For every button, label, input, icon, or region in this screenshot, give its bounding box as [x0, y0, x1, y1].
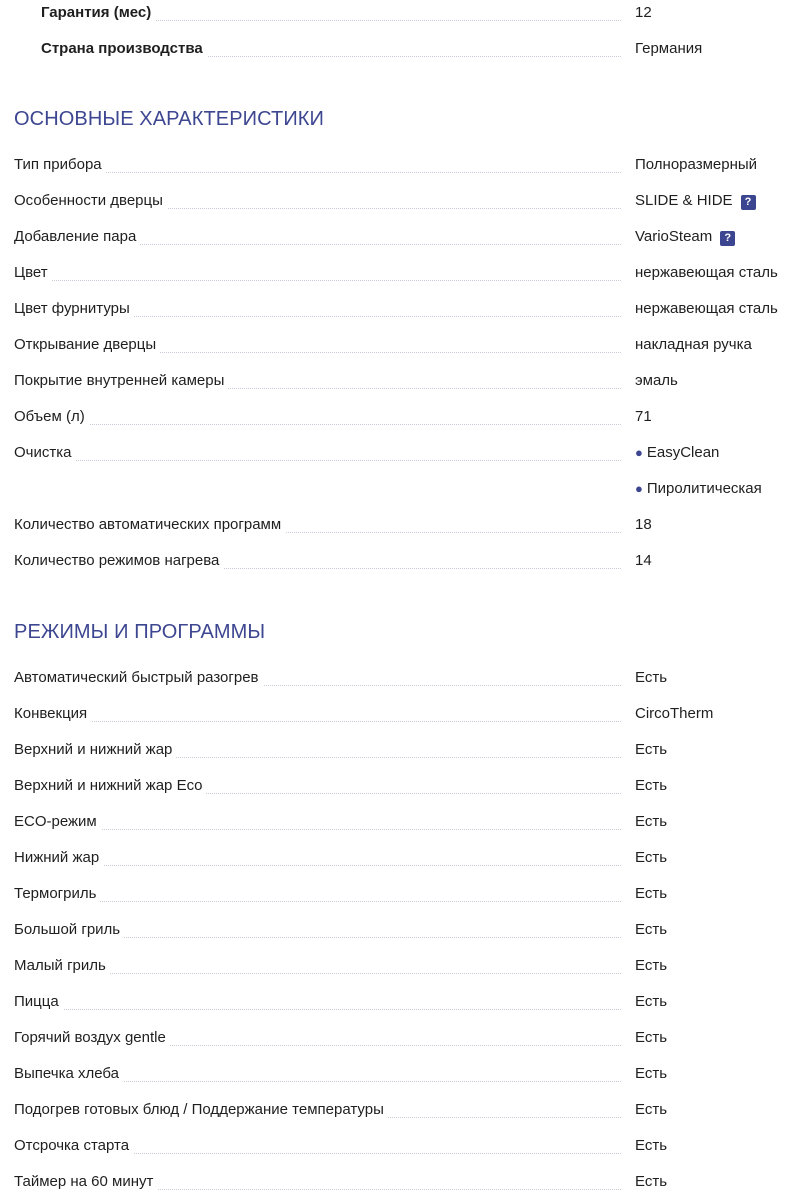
- spec-label: Таймер на 60 минут: [14, 1173, 157, 1191]
- spec-label: Покрытие внутренней камеры: [14, 372, 228, 390]
- spec-row: [14, 770, 792, 806]
- spec-label: Большой гриль: [14, 921, 124, 939]
- spec-value: накладная ручка: [635, 336, 752, 353]
- spec-row: [14, 698, 792, 734]
- section-title-main: ОСНОВНЫЕ ХАРАКТЕРИСТИКИ: [14, 108, 325, 130]
- spec-label: Количество автоматических программ: [14, 516, 285, 534]
- spec-value: Есть: [635, 921, 668, 938]
- dotted-leader: [14, 424, 621, 425]
- spec-value: 12: [635, 4, 652, 21]
- spec-label: Цвет фурнитуры: [14, 300, 134, 318]
- spec-row-warranty: [14, 0, 792, 33]
- spec-value: нержавеющая сталь: [635, 264, 778, 281]
- spec-row: [14, 365, 792, 401]
- spec-value: 14: [635, 552, 652, 569]
- spec-row: [14, 878, 792, 914]
- spec-row: [14, 914, 792, 950]
- spec-label: Подогрев готовых блюд / Поддержание температуры: [14, 1101, 388, 1119]
- spec-value: Есть: [635, 669, 668, 686]
- spec-label: Объем (л): [14, 408, 89, 426]
- spec-value: Есть: [635, 993, 668, 1010]
- spec-value: 18: [635, 516, 652, 533]
- spec-label: Открывание дверцы: [14, 336, 160, 354]
- spec-value: CircoTherm: [635, 705, 714, 722]
- spec-label: Верхний и нижний жар: [14, 741, 176, 759]
- spec-row: [14, 662, 792, 698]
- spec-value-text: SLIDE & HIDE: [635, 192, 733, 209]
- spec-value: Есть: [635, 1173, 668, 1190]
- spec-row: [14, 221, 792, 257]
- dotted-leader: [14, 901, 621, 902]
- spec-row-country: [14, 33, 792, 69]
- spec-label: ECO-режим: [14, 813, 101, 831]
- spec-label: Автоматический быстрый разогрев: [14, 669, 263, 687]
- spec-value: Есть: [635, 1065, 668, 1082]
- spec-value: Есть: [635, 957, 668, 974]
- spec-row: [14, 806, 792, 842]
- spec-row: [14, 1022, 792, 1058]
- spec-label: Конвекция: [14, 705, 91, 723]
- dotted-leader: [14, 865, 621, 866]
- spec-label: Страна производства: [14, 40, 207, 58]
- spec-label: Очистка: [14, 444, 75, 462]
- spec-value: [635, 444, 719, 462]
- spec-row: [14, 1166, 792, 1202]
- spec-label: Пицца: [14, 993, 63, 1011]
- spec-value-text: VarioSteam: [635, 228, 713, 245]
- spec-value: Есть: [635, 849, 668, 866]
- spec-value: 71: [635, 408, 652, 425]
- bullet-icon: ●: [635, 445, 643, 460]
- dotted-leader: [14, 280, 621, 281]
- spec-row: [14, 1058, 792, 1094]
- spec-value: Полноразмерный: [635, 156, 758, 173]
- spec-value: Есть: [635, 777, 668, 794]
- spec-value-text: Пиролитическая: [646, 480, 762, 497]
- spec-value: [635, 480, 762, 498]
- spec-value: Есть: [635, 1029, 668, 1046]
- spec-value: Есть: [635, 885, 668, 902]
- spec-label: Малый гриль: [14, 957, 110, 975]
- spec-row: [14, 293, 792, 329]
- spec-value: Есть: [635, 1137, 668, 1154]
- spec-label: Отсрочка старта: [14, 1137, 133, 1155]
- spec-row: [14, 149, 792, 185]
- spec-value: нержавеющая сталь: [635, 300, 778, 317]
- spec-row: [14, 185, 792, 221]
- dotted-leader: [14, 1009, 621, 1010]
- spec-label: Верхний и нижний жар Eco: [14, 777, 206, 795]
- spec-label: Выпечка хлеба: [14, 1065, 123, 1083]
- spec-row-cleaning-cont: [14, 473, 792, 509]
- help-icon[interactable]: ?: [741, 195, 756, 210]
- spec-label: Особенности дверцы: [14, 192, 167, 210]
- spec-label: Нижний жар: [14, 849, 103, 867]
- spec-row: [14, 734, 792, 770]
- spec-label: Цвет: [14, 264, 52, 282]
- spec-value: [635, 228, 735, 246]
- spec-label: Гарантия (мес): [14, 4, 155, 22]
- spec-label: Количество режимов нагрева: [14, 552, 223, 570]
- spec-row: [14, 986, 792, 1022]
- spec-row: [14, 950, 792, 986]
- spec-label: Термогриль: [14, 885, 100, 903]
- spec-label: Тип прибора: [14, 156, 106, 174]
- spec-value: Германия: [635, 40, 703, 57]
- spec-value: Есть: [635, 741, 668, 758]
- spec-row: [14, 842, 792, 878]
- spec-value-text: EasyClean: [646, 444, 720, 461]
- spec-row: [14, 329, 792, 365]
- dotted-leader: [14, 721, 621, 722]
- spec-row: [14, 545, 792, 581]
- spec-value: эмаль: [635, 372, 678, 389]
- section-title-modes: РЕЖИМЫ И ПРОГРАММЫ: [14, 621, 266, 643]
- bullet-icon: ●: [635, 481, 643, 496]
- spec-row: [14, 509, 792, 545]
- help-icon[interactable]: ?: [720, 231, 735, 246]
- spec-label: Горячий воздух gentle: [14, 1029, 170, 1047]
- dotted-leader: [14, 460, 621, 461]
- spec-row: [14, 1130, 792, 1166]
- spec-label: Добавление пара: [14, 228, 140, 246]
- spec-value: [635, 192, 756, 210]
- spec-value: Есть: [635, 813, 668, 830]
- spec-row: [14, 1094, 792, 1130]
- spec-row: [14, 401, 792, 437]
- spec-row: [14, 257, 792, 293]
- dotted-leader: [14, 829, 621, 830]
- spec-row-cleaning: [14, 437, 792, 473]
- spec-value: Есть: [635, 1101, 668, 1118]
